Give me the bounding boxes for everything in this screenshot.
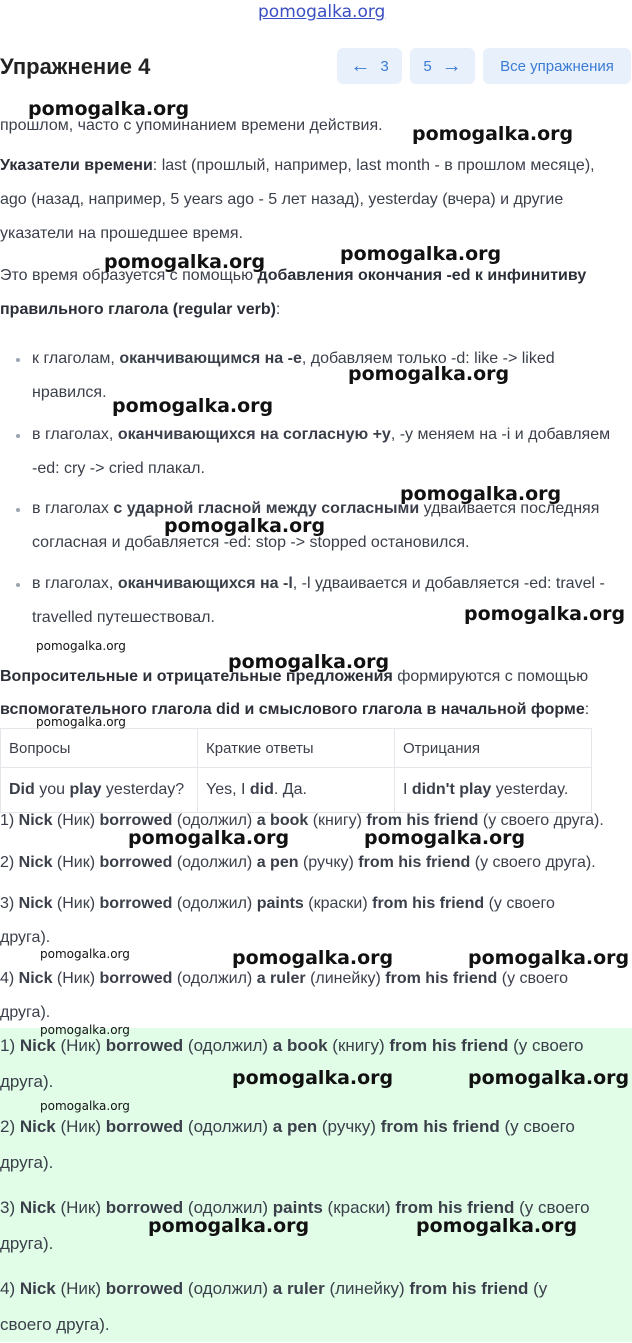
bullet-dot xyxy=(16,583,20,587)
rule-item xyxy=(32,418,632,486)
arrow-right-icon: → xyxy=(441,55,462,77)
prev-exercise-label: 3 xyxy=(380,57,389,75)
formation-colon: : xyxy=(275,301,281,318)
next-exercise-button[interactable] xyxy=(410,48,475,84)
table-header: Краткие ответы xyxy=(198,729,395,768)
cell-text: yesterday? xyxy=(101,781,185,798)
answer-line-highlighted: 1) Nick (Ник) borrowed (одолжил) a book (книгу) from his friend (у своего друга). xyxy=(0,1036,584,1091)
rule-text: нравился. xyxy=(32,384,107,401)
cell-text: . Да. xyxy=(273,781,307,798)
watermark: pomogalka.org xyxy=(104,251,266,273)
watermark-link[interactable]: pomogalka.org xyxy=(258,2,386,22)
rule-bold: оканчивающихся на -l xyxy=(117,575,293,592)
watermark: pomogalka.org xyxy=(40,1023,130,1037)
rule-text: в глаголах, xyxy=(32,426,118,443)
cell-bold: Did xyxy=(9,781,35,798)
bullet-dot xyxy=(16,508,20,512)
rule-text: в глаголах xyxy=(32,500,114,517)
rule-text: согласная и добавляется -ed: stop -> stopped остановился. xyxy=(32,534,470,551)
watermark: pomogalka.org xyxy=(164,515,326,537)
time-markers-line3: указатели на прошедшее время. xyxy=(0,225,244,242)
watermark: pomogalka.org xyxy=(228,651,390,673)
answer-line-highlighted: 2) Nick (Ник) borrowed (одолжил) a pen (ручку) from his friend (у своего друга). xyxy=(0,1117,575,1172)
watermark: pomogalka.org xyxy=(468,1067,630,1089)
answer-line: 3) Nick (Ник) borrowed (одолжил) paints (краски) from his friend (у своего друга). xyxy=(0,895,555,946)
watermark: pomogalka.org xyxy=(364,827,526,849)
all-exercises-button[interactable] xyxy=(483,48,631,84)
rule-text: удваивается последняя xyxy=(419,500,600,517)
questions-colon: : xyxy=(584,701,590,718)
table-header: Отрицания xyxy=(395,729,592,768)
arrow-left-icon: ← xyxy=(350,55,371,77)
cell-text: you xyxy=(34,781,70,798)
next-exercise-label: 5 xyxy=(423,57,432,75)
time-markers-heading: Указатели времени xyxy=(0,157,153,174)
watermark: pomogalka.org xyxy=(340,243,502,265)
bullet-dot xyxy=(16,358,20,362)
watermark: pomogalka.org xyxy=(348,363,510,385)
watermark: pomogalka.org xyxy=(232,947,394,969)
bullet-dot xyxy=(16,434,20,438)
rule-text: travelled путешествовал. xyxy=(32,609,215,626)
rule-text: в глаголах, xyxy=(32,575,118,592)
watermark: pomogalka.org xyxy=(412,123,574,145)
formation-line2 xyxy=(0,293,632,327)
watermark: pomogalka.org xyxy=(36,639,126,653)
rule-text: , -у меняем на -i и добавляем xyxy=(390,426,611,443)
rule-bold: оканчивающимся на -е xyxy=(119,350,302,367)
rule-bold: оканчивающихся на согласную +у xyxy=(117,426,391,443)
watermark: pomogalka.org xyxy=(464,603,626,625)
formation-line1 xyxy=(0,259,632,293)
formation-bold-2: правильного глагола (regular verb) xyxy=(0,301,276,318)
watermark: pomogalka.org xyxy=(40,947,130,961)
watermark: pomogalka.org xyxy=(400,483,562,505)
cell-text: yesterday. xyxy=(491,781,569,798)
all-exercises-label: Все упражнения xyxy=(500,57,614,75)
theory-intro: прошлом, часто с упоминанием времени действия. xyxy=(0,117,383,134)
questions-bold: Вопросительные и отрицательные предложения xyxy=(0,668,393,685)
rule-text: , -l удваивается и добавляется -ed: travel - xyxy=(292,575,605,592)
answer-line: 4) Nick (Ник) borrowed (одолжил) a ruler (линейку) from his friend (у своего друга). xyxy=(0,970,569,1021)
watermark: pomogalka.org xyxy=(128,827,290,849)
rule-bold: с ударной гласной между согласными xyxy=(113,500,420,517)
answer-line: 2) Nick (Ник) borrowed (одолжил) a pen (ручку) from his friend (у своего друга). xyxy=(0,854,596,871)
cell-text: I xyxy=(403,781,412,798)
prev-exercise-button[interactable] xyxy=(337,48,402,84)
watermark: pomogalka.org xyxy=(112,395,274,417)
answer-line: 1) Nick (Ник) borrowed (одолжил) a book (книгу) from his friend (у своего друга). xyxy=(0,812,604,829)
watermark: pomogalka.org xyxy=(40,1099,130,1113)
watermark: pomogalka.org xyxy=(232,1067,394,1089)
formation-text: Это время образуется с помощью xyxy=(0,267,258,284)
watermark: pomogalka.org xyxy=(148,1215,310,1237)
cell-bold: did xyxy=(249,781,274,798)
formation-bold: добавления окончания -ed к инфинитиву xyxy=(257,267,587,284)
grammar-table xyxy=(0,728,592,813)
rule-text: к глаголам, xyxy=(32,350,120,367)
rule-text: -ed: cry -> cried плакал. xyxy=(32,460,205,477)
time-markers-text: : last (прошлый, например, last month - в прошлом месяце), xyxy=(152,157,595,174)
cell-text: Yes, I xyxy=(206,781,250,798)
watermark: pomogalka.org xyxy=(468,947,630,969)
table-header: Вопросы xyxy=(1,729,198,768)
time-markers-line2: ago (назад, например, 5 years ago - 5 лет назад), yesterday (вчера) и другие xyxy=(0,191,564,208)
watermark: pomogalka.org xyxy=(36,715,126,729)
answer-line-highlighted: 3) Nick (Ник) borrowed (одолжил) paints (краски) from his friend (у своего друга). xyxy=(0,1198,590,1253)
questions-text: формируются с помощью xyxy=(392,668,589,685)
page-title: Упражнение 4 xyxy=(0,54,151,79)
answer-line-highlighted: 4) Nick (Ник) borrowed (одолжил) a ruler (линейку) from his friend (у своего друга). xyxy=(0,1279,548,1334)
rule-text: , добавляем только -d: like -> liked xyxy=(301,350,555,367)
watermark: pomogalka.org xyxy=(416,1215,578,1237)
watermark: pomogalka.org xyxy=(28,98,190,120)
questions-bold-2: вспомогательного глагола did и смыслового глагола в начальной форме xyxy=(0,701,585,718)
cell-bold: didn't play xyxy=(411,781,492,798)
cell-bold: play xyxy=(69,781,102,798)
time-markers-line1 xyxy=(0,149,632,183)
